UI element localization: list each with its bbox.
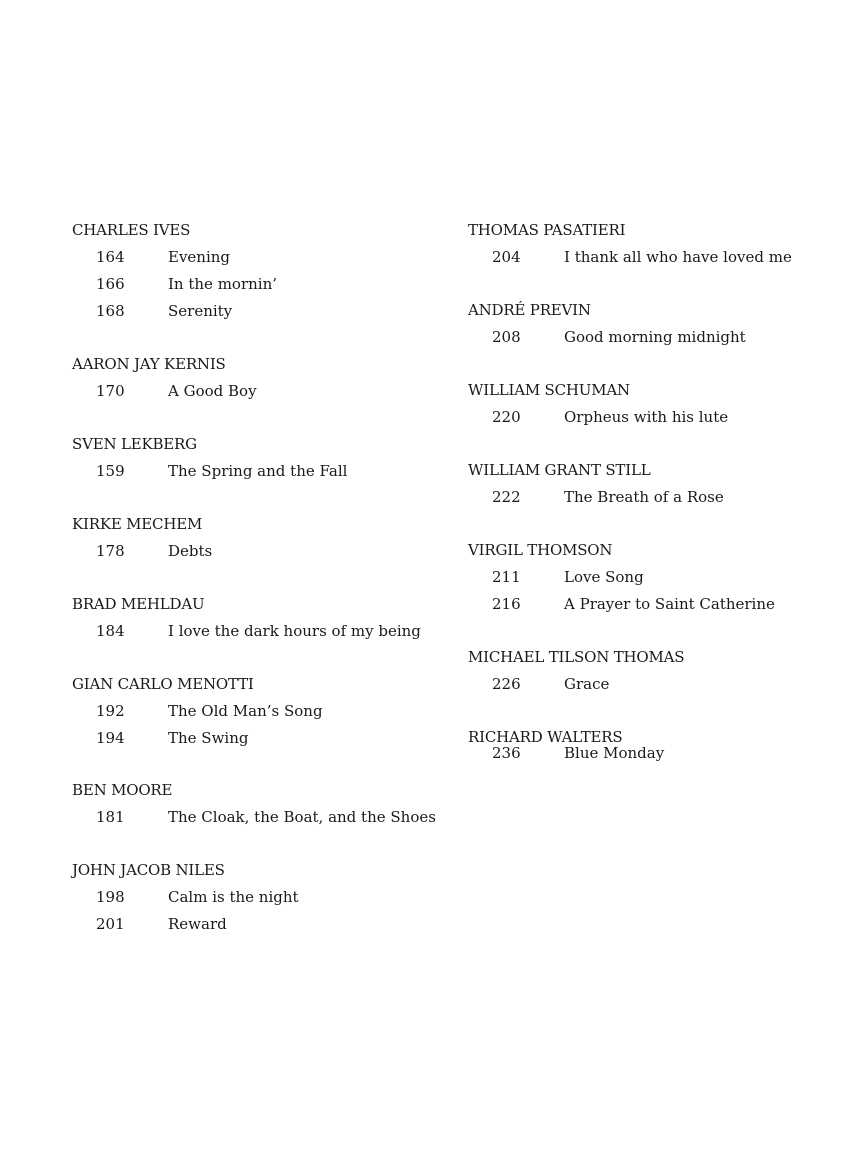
song-title: Serenity: [168, 302, 233, 320]
page-number: 211: [492, 568, 521, 586]
composer-name: WILLIAM GRANT STILL: [468, 461, 651, 479]
song-title: Good morning midnight: [564, 328, 746, 346]
page-number: 178: [96, 542, 125, 560]
composer-name: CHARLES IVES: [72, 221, 191, 239]
composer-name: BEN MOORE: [72, 781, 173, 799]
composer-heading: [72, 674, 254, 694]
composer-name: KIRKE MECHEM: [72, 515, 203, 533]
page-number: 192: [96, 702, 125, 720]
composer-name: WILLIAM SCHUMAN: [468, 381, 630, 399]
song-title: The Cloak, the Boat, and the Shoes: [168, 808, 436, 826]
page-number: 166: [96, 275, 125, 293]
page-number: 226: [492, 675, 521, 693]
composer-name: ANDRÉ PREVIN: [468, 301, 591, 319]
song-title: Grace: [564, 675, 610, 693]
song-title: Blue Monday: [564, 744, 665, 762]
page-number: 170: [96, 382, 125, 400]
page-number: 181: [96, 808, 125, 826]
song-title: Debts: [168, 542, 213, 560]
composer-heading: [72, 514, 202, 534]
song-title: A Good Boy: [168, 382, 257, 400]
composer-heading: [72, 220, 190, 240]
page-number: 184: [96, 622, 125, 640]
page-number: 222: [492, 488, 521, 506]
song-title: The Swing: [168, 729, 249, 747]
composer-heading: [72, 354, 226, 374]
composer-heading: [468, 540, 612, 560]
composer-heading: [72, 434, 197, 454]
song-title: I love the dark hours of my being: [168, 622, 421, 640]
composer-heading: [468, 300, 591, 320]
song-title: Calm is the night: [168, 888, 299, 906]
page-number: 164: [96, 248, 125, 266]
composer-heading: [468, 460, 650, 480]
composer-name: VIRGIL THOMSON: [468, 541, 613, 559]
composer-heading: [468, 380, 630, 400]
composer-heading: [468, 647, 684, 667]
composer-name: BRAD MEHLDAU: [72, 595, 205, 613]
song-title: Evening: [168, 248, 231, 266]
composer-name: JOHN JACOB NILES: [72, 861, 225, 879]
page-number: 194: [96, 729, 125, 747]
composer-name: RICHARD WALTERS: [468, 728, 623, 746]
page-number: 216: [492, 595, 521, 613]
song-title: The Old Man’s Song: [168, 702, 323, 720]
song-title: I thank all who have loved me: [564, 248, 792, 266]
page-number: 159: [96, 462, 125, 480]
composer-name: SVEN LEKBERG: [72, 435, 197, 453]
page-number: 168: [96, 302, 125, 320]
composer-name: GIAN CARLO MENOTTI: [72, 675, 254, 693]
song-title: In the mornin’: [168, 275, 277, 293]
composer-name: THOMAS PASATIERI: [468, 221, 626, 239]
page-number: 198: [96, 888, 125, 906]
page-number: 208: [492, 328, 521, 346]
page-number: 201: [96, 915, 125, 933]
composer-heading: [72, 860, 225, 880]
song-title: A Prayer to Saint Catherine: [564, 595, 775, 613]
page-number: 204: [492, 248, 521, 266]
song-title: Love Song: [564, 568, 644, 586]
song-title: The Spring and the Fall: [168, 462, 348, 480]
composer-heading: [468, 220, 625, 240]
composer-name: MICHAEL TILSON THOMAS: [468, 648, 685, 666]
song-title: The Breath of a Rose: [564, 488, 724, 506]
composer-heading: [72, 594, 204, 614]
composer-heading: [72, 780, 172, 800]
song-title: Reward: [168, 915, 227, 933]
page-number: 220: [492, 408, 521, 426]
song-title: Orpheus with his lute: [564, 408, 729, 426]
page-number: 236: [492, 744, 521, 762]
composer-name: AARON JAY KERNIS: [72, 355, 226, 373]
